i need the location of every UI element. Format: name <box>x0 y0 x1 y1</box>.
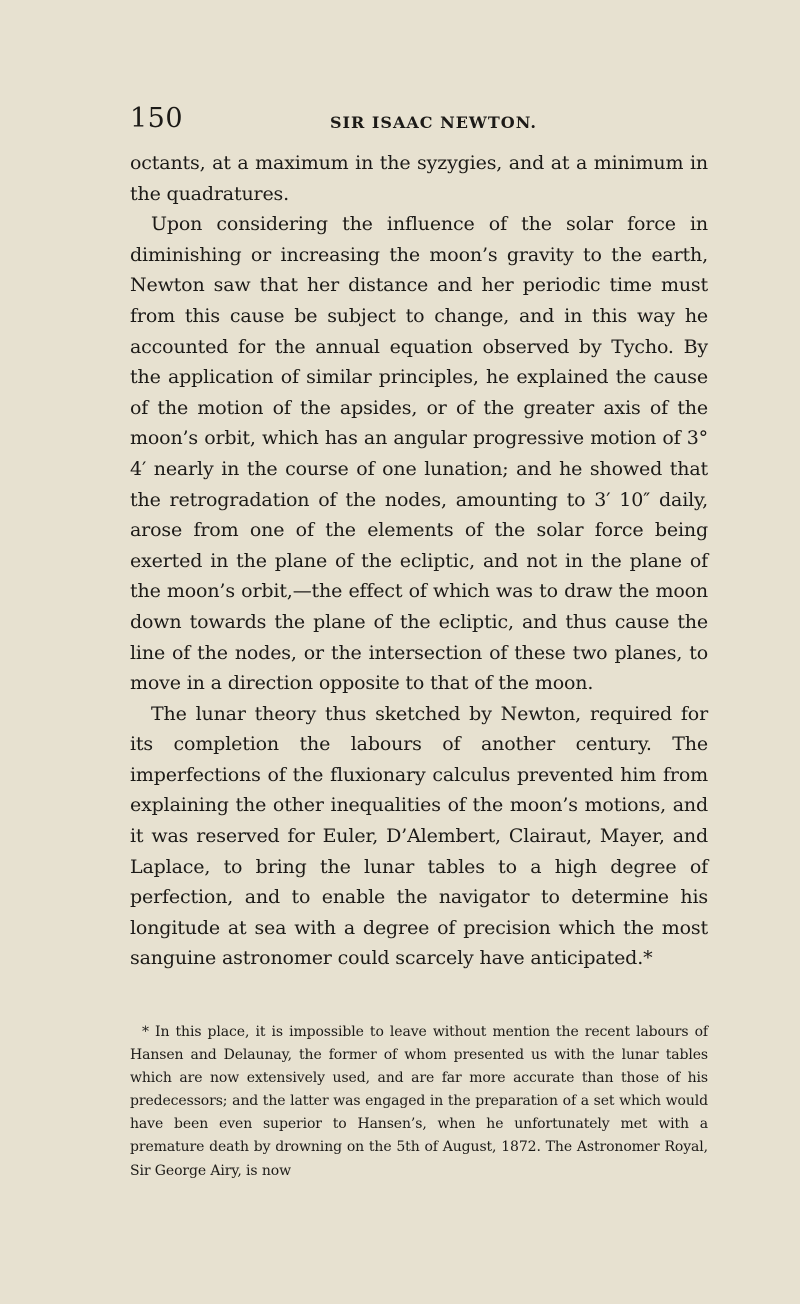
running-head: SIR ISAAC NEWTON. <box>330 113 537 132</box>
body-text <box>130 148 708 974</box>
paragraph-solar-force: Upon considering the influence of the solar force in diminishing or increasing the moon’s gravity to the earth, Newton saw that her distance and her periodic time must from this cause be subject to change, and in this way he accounted for the annual equation observed by Tycho. By the application of similar principles, he explained the cause of the motion of the apsides, or of the greater axis of the moon’s orbit, which has an angular progressive motion of 3° 4′ nearly in the course of one lunation; and he showed that the retrogradation of the nodes, amounting to 3′ 10″ daily, arose from one of the elements of the solar force being exerted in the plane of the ecliptic, and not in the plane of the moon’s orbit,—the effect of which was to draw the moon down towards the plane of the ecliptic, and thus cause the line of the nodes, or the intersection of these two planes, to move in a direction opposite to that of the moon. <box>130 213 708 695</box>
paragraph-lunar-theory: The lunar theory thus sketched by Newton, required for its completion the labours of another century. The imperfections of the fluxionary calculus prevented him from explaining the other inequalities of the moon’s motions, and it was reserved for Euler, D’Alembert, Clairaut, Mayer, and Laplace, to bring the lunar tables to a high degree of perfection, and to enable the navigator to determine his longitude at sea with a degree of precision which the most sanguine astronomer could scarcely have anticipated.* <box>130 702 708 970</box>
page-number: 150 <box>130 103 184 134</box>
footnote-text: * In this place, it is impossible to leave without mention the recent labours of Hansen and Delaunay, the former of whom presented us with the lunar tables which are now extensively used, and are far more accurate than those of his predecessors; and the latter was engaged in the preparation of a set which would have been even superior to Hansen’s, when he unfortunately met with a premature death by drowning on the 5th of August, 1872. The Astronomer Royal, Sir George Airy, is now <box>130 1024 708 1179</box>
paragraph-continuation: octants, at a maximum in the syzygies, and at a minimum in the quadratures. <box>130 152 708 205</box>
footnote <box>130 1021 708 1183</box>
